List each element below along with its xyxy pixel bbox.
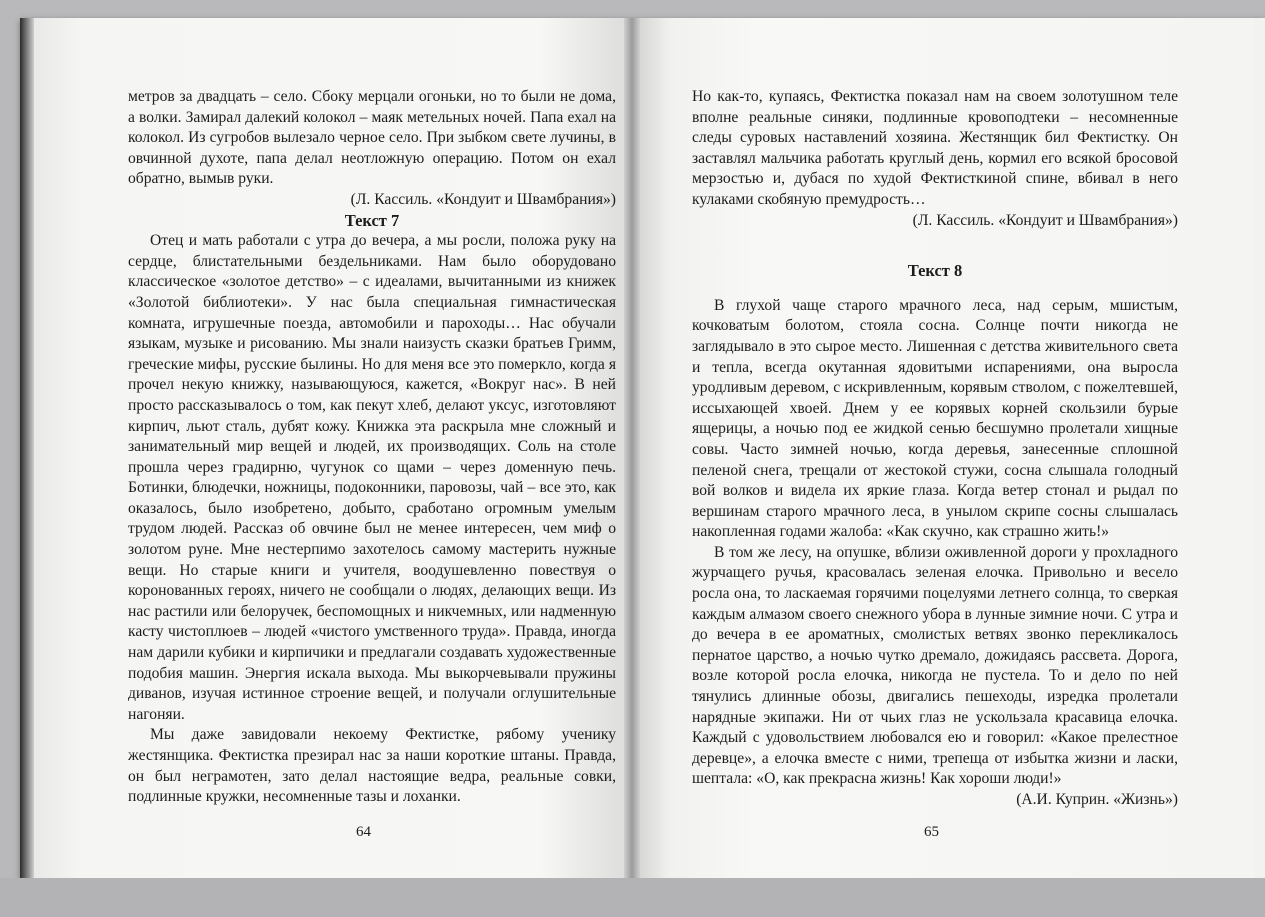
paragraph: В глухой чаще старого мрачного леса, над серым, мшистым, кочковатым болотом, стояла сосна. Солнце почти никогда не заглядывало в это сырое место. Лишенная с детства живительного света и тепла, всегда окутанная ядовитыми испарениями, она выросла уродливым деревом, с искривленным, корявым стволом, с пожелтевшей, иссыхающей хвоей. Днем у ее корявых корней скользили бурые ящерицы, а ночью под ее жидкой сенью бесшумно пролетали хищные совы. Часто зимней ночью, когда деревья, занесенные сплошной пеленой снега, трещали от жестокой стужи, сосна слышала голодный вой волков и видела их яркие глаза. Когда ветер стонал и рыдал по вершинам старого мрачного леса, в унылом скрипе сосны слышалась накопленная годами жалоба: «Как скучно, как страшно жить!» — [692, 296, 1178, 541]
book-edge — [20, 18, 34, 890]
paragraph: метров за двадцать – село. Сбоку мерцали огоньки, но то были не дома, а волки. Замирал далекий колокол – маяк метельных ночей. Папа ехал на колокол. Из сугробов вылезало черное село. При зыбком свете лучины, в овчинной духоте, папа делал неотложную операцию. Потом он ехал обратно, вымыв руки. — [128, 88, 616, 188]
left-page-text — [128, 87, 616, 808]
paragraph: Отец и мать работали с утра до вечера, а мы росли, положа руку на сердце, блистательными бездельниками. Нам было оборудовано классическое «золотое детство» – с идеалами, вычитанными из книжек «Золотой библиотеки». У нас была специальная гимнастическая комната, игрушечные поезда, автомобили и пароходы… Нас обучали языкам, музыке и рисованию. Мы знали наизусть сказки братьев Гримм, греческие мифы, русские былины. Но для меня все это померкло, когда я прочел некую книжку, называющуюся, кажется, «Вокруг нас». В ней просто рассказывалось о том, как пекут хлеб, делают уксус, изготовляют кирпич, льют сталь, дубят кожу. Книжка эта раскрыла мне сложный и занимательный мир вещей и людей, их производящих. Соль на столе прошла через градирню, чугунок со щами – через доменную печь. Ботинки, блюдечки, ножницы, подоконники, паровозы, чай – все это, как оказалось, было изобретено, добыто, сработано огромным умелым трудом людей. Рассказ об овчине был не менее интересен, чем миф о золотом руне. Мне нестерпимо захотелось самому мастерить нужные вещи. Но старые книги и учителя, воодушевленно повествуя о коронованных героях, ничего не сообщали о людях, делающих вещи. Из нас растили или белоручек, беспомощных и никчемных, или надменную касту чистоплюев – людей «чистого умственного труда». Правда, иногда нам дарили кубики и кирпичики и предлагали создавать художественные подобия машин. Энергия искала выхода. Мы выкорчевывали пружины диванов, изучая истинное строение вещей, и получали оглушительные нагоняи. — [128, 232, 616, 723]
paragraph: Мы даже завидовали некоему Фектистке, рябому ученику жестянщика. Фектистка презирал нас за наши короткие штаны. Правда, он был неграмотен, зато делал настоящие ведра, реальные совки, подлинные кружки, несомненные тазы и лоханки. — [128, 726, 616, 806]
book-gutter — [624, 18, 640, 878]
page-number: 65 — [924, 824, 939, 840]
attribution: (А.И. Куприн. «Жизнь») — [1016, 791, 1178, 808]
attribution: (Л. Кассиль. «Кондуит и Швамбрания») — [350, 190, 616, 208]
left-page — [34, 18, 630, 878]
right-page — [632, 18, 1254, 878]
right-page-text — [692, 87, 1178, 811]
attribution: (Л. Кассиль. «Кондуит и Швамбрания») — [912, 211, 1178, 229]
paragraph: Но как-то, купаясь, Фектистка показал нам на своем золотушном теле вполне реальные синяки, подлинные кровоподтеки – несомненные следы суровых наставлений хозяина. Жестянщик бил Фектистку. Он заставлял мальчика работать круглый день, кормил его всякой бросовой мерзостью и, дубася по худой Фектисткиной спине, вбивал в него кулаками скобяную премудрость… — [692, 88, 1178, 208]
section-heading: Текст 7 — [344, 210, 400, 230]
page-number: 64 — [356, 824, 371, 840]
paragraph: В том же лесу, на опушке, вблизи оживленной дороги у прохладного журчащего ручья, красовалась зеленая елочка. Привольно и весело росла она, то ласкаемая горячими поцелуями летнего солнца, то сверкая каждым алмазом своего снежного убора в лунные зимние ночи. С утра и до вечера в ее ароматных, смолистых ветвях звонко перекликалось пернатое царство, а ночью чутко дремало, дожидаясь рассвета. Дорога, возле которой росла елочка, никогда не пустела. То и дело по ней тянулись длинные обозы, двигались пешеходы, изредка пролетали нарядные экипажи. Ни от чьих глаз не ускользала красавица елочка. Каждый с удовольствием любовался ею и говорил: «Какое прелестное деревце», а елочка вместе с ними, трепеща от избытка жизни и ласки, шептала: «О, как прекрасна жизнь! Как хороши люди!» — [692, 543, 1178, 788]
scan-background — [0, 878, 1265, 917]
section-heading: Текст 8 — [907, 261, 963, 281]
